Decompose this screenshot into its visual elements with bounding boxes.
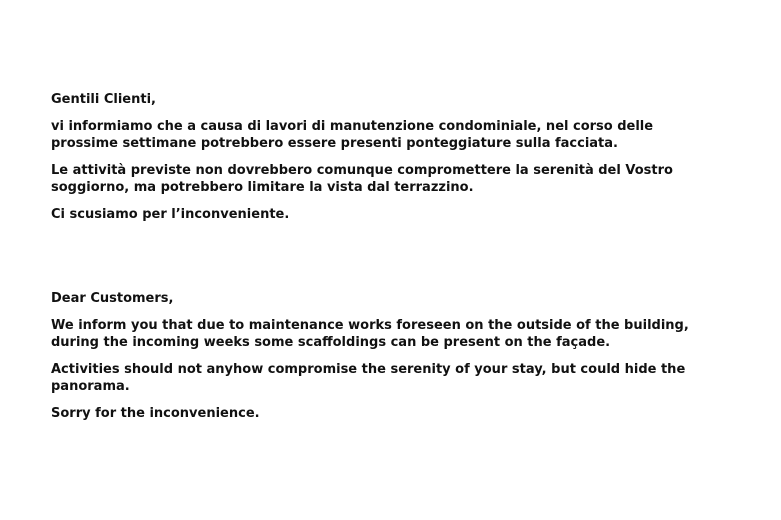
italian-paragraph-2 bbox=[51, 162, 761, 196]
italian-paragraph-2-line-1: Le attività previste non dovrebbero comunque compromettere la serenità del Vostro bbox=[51, 163, 673, 178]
english-paragraph-1-line-2: during the incoming weeks some scaffoldings can be present on the façade. bbox=[51, 335, 611, 350]
english-paragraph-1 bbox=[51, 317, 761, 351]
english-closing: Sorry for the inconvenience. bbox=[51, 406, 260, 421]
italian-greeting: Gentili Clienti, bbox=[51, 92, 156, 107]
english-paragraph-2-line-2: panorama. bbox=[51, 379, 130, 394]
italian-paragraph-2-line-2: soggiorno, ma potrebbero limitare la vista dal terrazzino. bbox=[51, 180, 474, 195]
italian-notice bbox=[51, 91, 761, 223]
notice-document bbox=[51, 91, 761, 422]
english-greeting: Dear Customers, bbox=[51, 291, 174, 306]
english-paragraph-2-line-1: Activities should not anyhow compromise the serenity of your stay, but could hide the bbox=[51, 362, 686, 377]
italian-paragraph-1 bbox=[51, 118, 761, 152]
english-paragraph-2 bbox=[51, 361, 761, 395]
english-paragraph-1-line-1: We inform you that due to maintenance works foreseen on the outside of the building, bbox=[51, 318, 689, 333]
english-notice bbox=[51, 290, 761, 422]
italian-paragraph-1-line-1: vi informiamo che a causa di lavori di manutenzione condominiale, nel corso delle bbox=[51, 119, 654, 134]
italian-closing: Ci scusiamo per l’inconveniente. bbox=[51, 207, 290, 222]
italian-paragraph-1-line-2: prossime settimane potrebbero essere presenti ponteggiature sulla facciata. bbox=[51, 136, 618, 151]
